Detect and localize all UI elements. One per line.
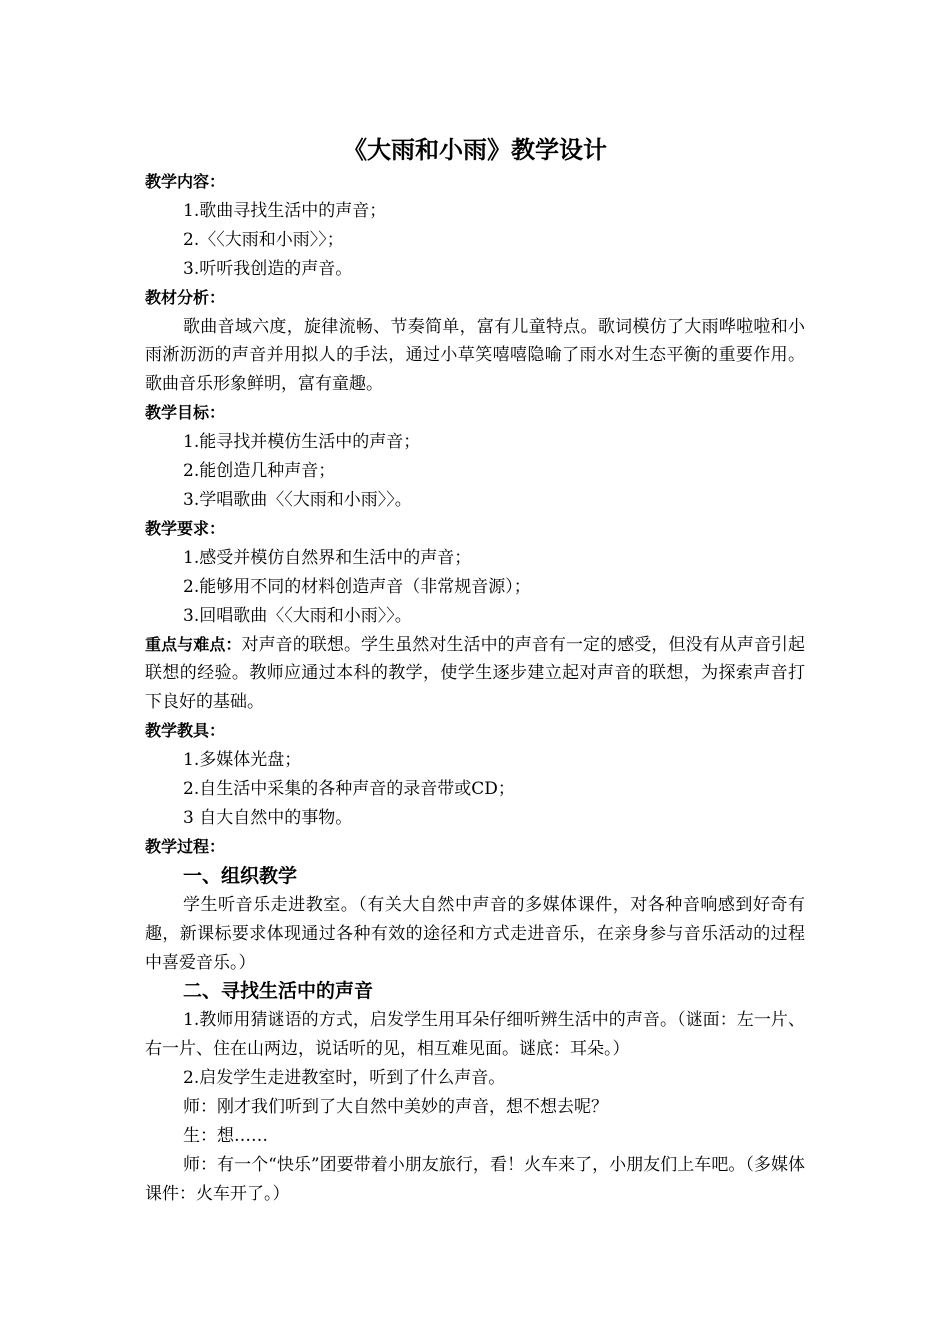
list-item: 1.多媒体光盘； bbox=[183, 750, 302, 771]
heading-requirements: 教学要求： bbox=[145, 518, 226, 538]
document-body bbox=[145, 168, 805, 1209]
list-item: 3.听听我创造的声音。 bbox=[183, 258, 353, 279]
list-item: 2.自生活中采集的各种声音的录音带或CD； bbox=[183, 779, 515, 800]
section-title-step1: 一、组织教学 bbox=[183, 864, 298, 887]
list-item: 1.感受并模仿自然界和生活中的声音； bbox=[183, 547, 472, 568]
step2-paragraph-5: 师：有一个“快乐”团要带着小朋友旅行，看！火车来了，小朋友们上车吧。（多媒体课件：火车开了。） bbox=[145, 1155, 805, 1204]
list-item: 1.歌曲寻找生活中的声音； bbox=[183, 200, 387, 221]
analysis-paragraph: 歌曲音域六度，旋律流畅、节奏简单，富有儿童特点。歌词模仿了大雨哗啦啦和小雨淅沥沥的声音并用拟人的手法，通过小草笑嘻嘻隐喻了雨水对生态平衡的重要作用。歌曲音乐形象鲜明，富有童趣。 bbox=[145, 316, 805, 395]
heading-analysis: 教材分析： bbox=[145, 287, 226, 307]
keypoints-text: 对声音的联想。学生虽然对生活中的声音有一定的感受，但没有从声音引起联想的经验。教师应通过本科的教学，使学生逐步建立起对声音的联想，为探索声音打下良好的基础。 bbox=[145, 634, 805, 713]
list-item: 2.能创造几种声音； bbox=[183, 461, 336, 482]
heading-goals: 教学目标： bbox=[145, 403, 226, 423]
step2-paragraph-4: 生：想…… bbox=[183, 1126, 268, 1147]
step1-paragraph: 学生听音乐走进教室。（有关大自然中声音的多媒体课件，对各种音响感到好奇有趣，新课标要求体现通过各种有效的途径和方式走进音乐，在亲身参与音乐活动的过程中喜爱音乐。） bbox=[145, 894, 805, 973]
list-item: 2.〈〈大雨和小雨〉〉； bbox=[183, 229, 344, 250]
keypoints-paragraph bbox=[145, 631, 805, 718]
step2-paragraph-2: 2.启发学生走进教室时，听到了什么声音。 bbox=[183, 1068, 506, 1089]
list-item: 1.能寻找并模仿生活中的声音； bbox=[183, 432, 421, 453]
step2-paragraph-1: 1.教师用猜谜语的方式，启发学生用耳朵仔细听辨生活中的声音。（谜面：左一片、右一片、住在山两边，说话听的见，相互难见面。谜底：耳朵。） bbox=[145, 1010, 805, 1060]
list-item: 3 自大自然中的事物。 bbox=[183, 807, 353, 828]
step2-paragraph-3: 师：刚才我们听到了大自然中美妙的声音，想不想去呢？ bbox=[183, 1097, 608, 1118]
list-item: 3.学唱歌曲〈〈大雨和小雨〉〉。 bbox=[183, 489, 412, 510]
heading-content: 教学内容： bbox=[145, 172, 226, 191]
document-title: 《大雨和小雨》教学设计 bbox=[343, 136, 607, 164]
list-item: 3.回唱歌曲〈〈大雨和小雨〉〉。 bbox=[183, 605, 412, 626]
list-item: 2.能够用不同的材料创造声音（非常规音源）； bbox=[183, 576, 531, 597]
heading-process: 教学过程： bbox=[145, 836, 226, 856]
heading-keypoints: 重点与难点： bbox=[145, 634, 242, 654]
heading-tools: 教学教具： bbox=[145, 721, 226, 741]
section-title-step2: 二、寻找生活中的声音 bbox=[183, 980, 374, 1003]
